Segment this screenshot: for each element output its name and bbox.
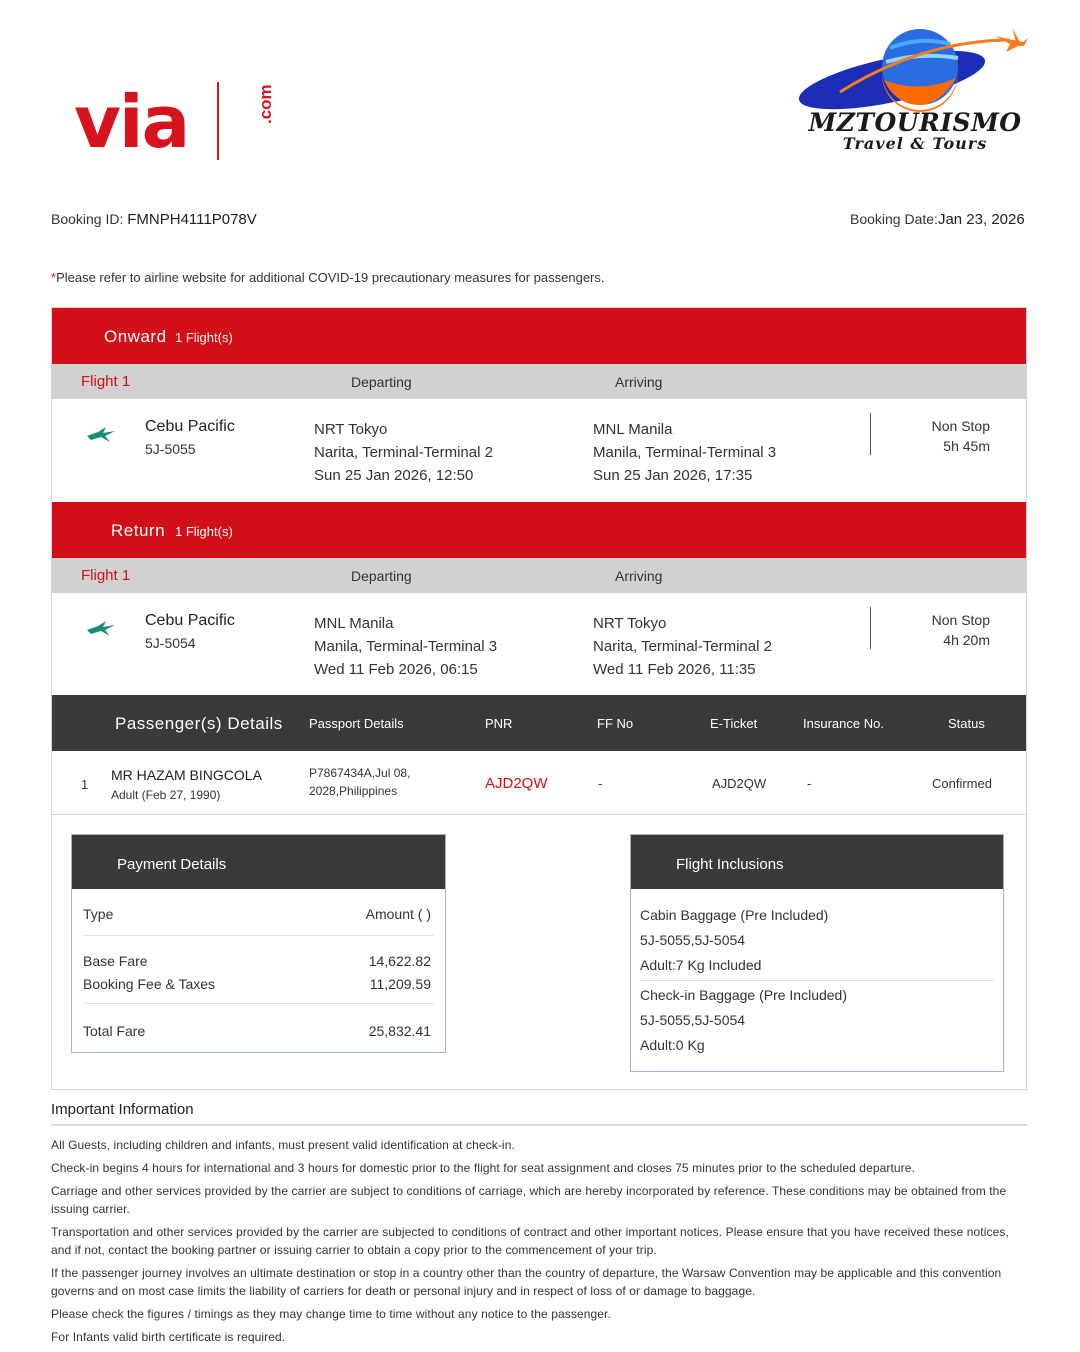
return-dep-city: MNL Manila — [314, 615, 394, 632]
booking-fee-label: Booking Fee & Taxes — [83, 976, 216, 992]
col-insurance: Insurance No. — [803, 716, 884, 731]
return-arr-terminal: Narita, Terminal-Terminal 2 — [593, 638, 772, 655]
col-passport: Passport Details — [309, 716, 404, 731]
total-fare-value: 25,832.41 — [368, 1023, 431, 1039]
onward-flight-number: 5J-5055 — [145, 441, 196, 457]
booking-date — [850, 211, 1025, 228]
booking-id — [51, 211, 257, 228]
cabin-baggage-flights: 5J-5055,5J-5054 — [640, 932, 746, 948]
passenger-type-dob: Adult (Feb 27, 1990) — [111, 788, 221, 802]
booking-date-label: Booking Date: — [850, 211, 938, 227]
checkin-baggage-flights: 5J-5055,5J-5054 — [640, 1012, 746, 1028]
agency-logo — [780, 22, 1050, 157]
covid-note — [51, 270, 605, 285]
return-arr-time: Wed 11 Feb 2026, 11:35 — [593, 661, 756, 678]
onward-stop-type: Non Stop — [931, 418, 990, 434]
return-title: Return — [111, 521, 166, 540]
via-logo-divider — [217, 82, 219, 160]
cebu-pacific-bird-icon — [86, 426, 116, 444]
important-info-line: All Guests, including children and infants, must present valid identification at check-in. — [51, 1138, 515, 1152]
onward-header — [52, 308, 1026, 364]
onward-arrival — [593, 418, 776, 487]
return-stops — [902, 610, 990, 650]
ff-value: - — [598, 776, 603, 791]
important-info-line: Please check the figures / timings as they may change time to time without any notice to the passenger. — [51, 1307, 611, 1321]
col-eticket: E-Ticket — [710, 716, 758, 731]
payment-title: Payment Details — [117, 856, 227, 873]
eticket-value: AJD2QW — [712, 776, 767, 791]
important-info-title: Important Information — [51, 1101, 194, 1118]
covid-asterisk: * — [51, 270, 57, 285]
payment-amount-label: Amount ( ) — [365, 906, 431, 922]
inclusions-separator — [640, 980, 994, 981]
onward-flight-label: Flight 1 — [81, 373, 131, 390]
important-info-line: If the passenger journey involves an ultimate destination or stop in a country other than the country of departure, the Warsaw Convention may be applicable and this convention governs and on most case limits the liability of carriers for death or personal injury and in respect of loss of or damage to baggage. — [51, 1266, 1002, 1298]
onward-dep-city: NRT Tokyo — [314, 421, 388, 438]
passenger-name: MR HAZAM BINGCOLA — [111, 767, 262, 783]
return-dep-terminal: Manila, Terminal-Terminal 3 — [314, 638, 498, 655]
via-logo-text: via — [74, 80, 189, 164]
return-arriving-label: Arriving — [615, 568, 663, 584]
table-row — [52, 751, 1026, 815]
inclusions-title: Flight Inclusions — [676, 856, 784, 873]
return-subheader — [52, 558, 1026, 593]
onward-arr-terminal: Manila, Terminal-Terminal 3 — [593, 444, 777, 461]
return-count: 1 Flight(s) — [175, 524, 233, 539]
cabin-baggage-allowance: Adult:7 Kg Included — [640, 957, 762, 973]
onward-stops — [902, 416, 990, 456]
booking-id-label: Booking ID: — [51, 211, 124, 227]
onward-count: 1 Flight(s) — [175, 330, 233, 345]
status-badge: Confirmed — [932, 776, 992, 791]
booking-id-value: FMNPH4111P078V — [127, 211, 257, 228]
payment-separator — [83, 1003, 434, 1004]
total-fare-label: Total Fare — [83, 1023, 146, 1039]
return-arr-city: NRT Tokyo — [593, 615, 667, 632]
checkin-baggage-title: Check-in Baggage (Pre Included) — [640, 987, 848, 1003]
important-info-divider — [51, 1124, 1027, 1126]
return-header — [52, 502, 1026, 558]
base-fare-value: 14,622.82 — [368, 953, 431, 969]
onward-arriving-label: Arriving — [615, 374, 663, 390]
passenger-title: Passenger(s) Details — [115, 714, 283, 733]
return-departing-label: Departing — [351, 568, 412, 584]
agency-name: MZTOURISMO — [808, 108, 1022, 137]
important-info-line: Check-in begins 4 hours for international and 3 hours for domestic prior to the flight for seat assignment and closes 75 minutes prior to the scheduled departure. — [51, 1161, 916, 1175]
agency-tagline: Travel & Tours — [842, 134, 988, 153]
onward-dep-time: Sun 25 Jan 2026, 12:50 — [314, 467, 474, 484]
booking-date-value: Jan 23, 2026 — [937, 211, 1025, 228]
payment-header — [72, 835, 445, 889]
col-pnr: PNR — [485, 716, 513, 731]
onward-duration: 5h 45m — [943, 438, 990, 454]
col-ff: FF No — [597, 716, 634, 731]
return-departure — [314, 612, 497, 681]
payment-details — [71, 834, 446, 1053]
return-divider — [870, 607, 871, 649]
globe-plane-icon — [780, 22, 1050, 112]
via-logo — [74, 80, 275, 164]
onward-departure — [314, 418, 493, 487]
onward-arr-time: Sun 25 Jan 2026, 17:35 — [593, 467, 753, 484]
inclusions-header — [631, 835, 1003, 889]
onward-subheader — [52, 364, 1026, 399]
insurance-value: - — [807, 776, 812, 791]
return-flight-label: Flight 1 — [81, 567, 131, 584]
base-fare-label: Base Fare — [83, 953, 148, 969]
return-airline: Cebu Pacific — [145, 612, 235, 629]
passport-line-1: P7867434A,Jul 08, — [309, 766, 411, 780]
return-duration: 4h 20m — [943, 632, 990, 648]
payment-type-label: Type — [83, 906, 114, 922]
passenger-index: 1 — [81, 777, 89, 792]
onward-departing-label: Departing — [351, 374, 412, 390]
onward-dep-terminal: Narita, Terminal-Terminal 2 — [314, 444, 493, 461]
payment-separator — [83, 935, 434, 936]
passport-line-2: 2028,Philippines — [309, 784, 398, 798]
important-info-line: Transportation and other services provided by the carrier are subjected to conditions of contract and other important notices. Please ensure that you have received these notices, and if not, contact the booking partner or issuing carrier to obtain a copy prior to the commencement of your trip. — [51, 1225, 1009, 1257]
important-info-line: For Infants valid birth certificate is required. — [51, 1330, 286, 1344]
col-status: Status — [948, 716, 985, 731]
checkin-baggage-allowance: Adult:0 Kg — [640, 1037, 705, 1053]
return-arrival — [593, 612, 772, 681]
pnr-value: AJD2QW — [485, 775, 548, 792]
passenger-table-header — [52, 695, 1026, 751]
flight-inclusions — [630, 834, 1004, 1072]
cabin-baggage-title: Cabin Baggage (Pre Included) — [640, 907, 829, 923]
onward-flight-row — [52, 399, 1026, 499]
important-info-line: Carriage and other services provided by the carrier are subject to conditions of carriage, which are hereby incorporated by reference. These conditions may be obtained from the issuing carrier. — [51, 1184, 1007, 1216]
onward-arr-city: MNL Manila — [593, 421, 673, 438]
onward-divider — [870, 413, 871, 455]
via-logo-suffix: .com — [256, 84, 275, 124]
cebu-pacific-bird-icon — [86, 620, 116, 638]
covid-note-text: Please refer to airline website for additional COVID-19 precautionary measures for passengers. — [56, 270, 605, 285]
onward-airline: Cebu Pacific — [145, 418, 235, 435]
return-dep-time: Wed 11 Feb 2026, 06:15 — [314, 661, 478, 678]
booking-fee-value: 11,209.59 — [369, 976, 431, 992]
return-stop-type: Non Stop — [931, 612, 990, 628]
onward-title: Onward — [104, 327, 167, 346]
return-flight-row — [52, 593, 1026, 693]
itinerary-box — [51, 307, 1027, 1090]
return-flight-number: 5J-5054 — [145, 635, 196, 651]
